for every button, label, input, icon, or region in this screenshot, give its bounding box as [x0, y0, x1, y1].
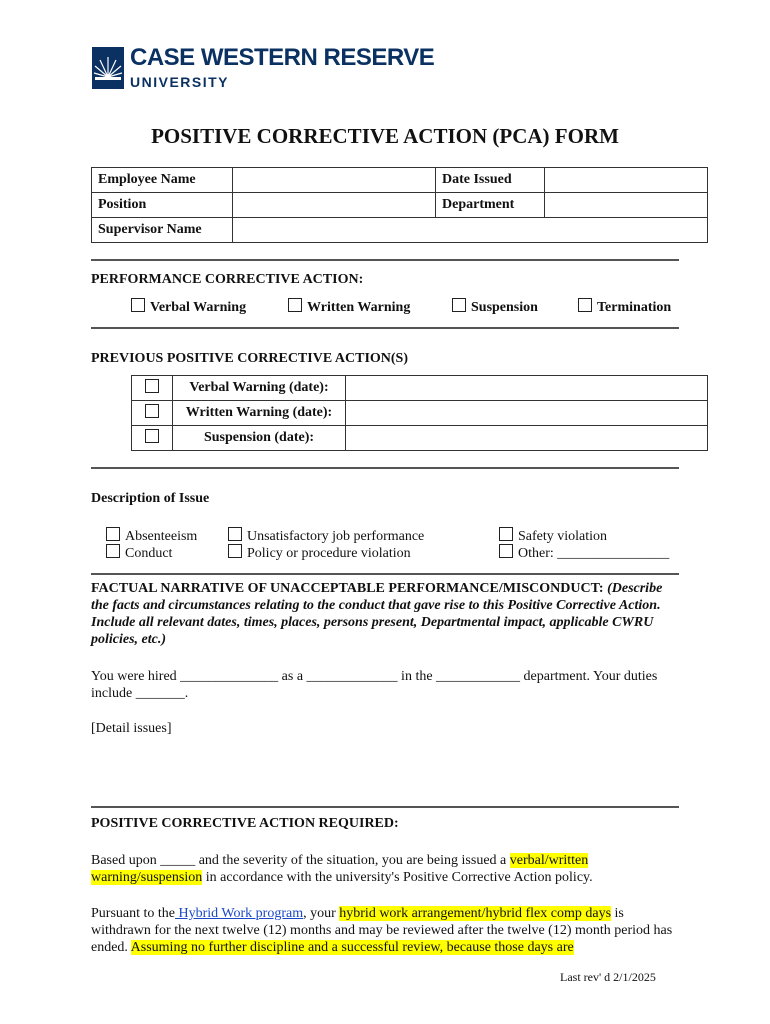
revision-date: Last rev' d 2/1/2025 — [560, 970, 656, 984]
option-suspension[interactable]: Suspension — [452, 298, 538, 316]
employee-info-table — [91, 167, 708, 243]
section-divider — [91, 806, 679, 808]
position-label: Position — [92, 193, 233, 218]
narrative-instructions: (Describe the facts and circumstances relating to the conduct that gave rise to this Positive Corrective Action. Include all relevant dates, times, places, persons present, Departmental impact, applicable CWRU policies, etc.) — [91, 581, 663, 647]
employee-name-label: Employee Name — [92, 168, 233, 193]
section-divider — [91, 467, 679, 469]
previous-suspension-date-field[interactable] — [346, 426, 708, 451]
previous-written-date-field[interactable] — [346, 401, 708, 426]
p2-text-mid: , your — [303, 906, 340, 921]
checkbox[interactable] — [578, 298, 592, 312]
p1-text: Based upon _____ and the severity of the situation, you are being issued a — [91, 853, 510, 868]
supervisor-name-label: Supervisor Name — [92, 218, 233, 243]
p2-text-cont: is withdrawn for the next twelve (12) months and may be reviewed after the twelve (12) month period has ended. — [91, 906, 673, 955]
logo-name: CASE WESTERN RESERVE — [130, 44, 435, 71]
checkbox[interactable] — [106, 544, 120, 558]
checkbox[interactable] — [499, 527, 513, 541]
date-issued-label: Date Issued — [436, 168, 545, 193]
option-written-warning[interactable]: Written Warning — [288, 298, 410, 316]
option-conduct[interactable]: Conduct — [106, 544, 172, 562]
department-field[interactable] — [545, 193, 708, 218]
checkbox-cell[interactable] — [132, 401, 173, 426]
department-label: Department — [436, 193, 545, 218]
checkbox[interactable] — [131, 298, 145, 312]
previous-verbal-label: Verbal Warning (date): — [173, 376, 346, 401]
highlight-warning-type: verbal/written warning/suspension — [91, 853, 589, 885]
position-field[interactable] — [233, 193, 436, 218]
narrative-heading: FACTUAL NARRATIVE OF UNACCEPTABLE PERFORMANCE/MISCONDUCT: — [91, 581, 604, 596]
option-unsatisfactory-performance[interactable]: Unsatisfactory job performance — [228, 527, 424, 545]
previous-verbal-date-field[interactable] — [346, 376, 708, 401]
highlight-hybrid-arrangement: hybrid work arrangement/hybrid flex comp days — [339, 906, 612, 921]
section-divider — [91, 573, 679, 575]
checkbox[interactable] — [499, 544, 513, 558]
university-logo-mark — [92, 47, 124, 89]
checkbox-cell[interactable] — [132, 376, 173, 401]
performance-action-heading: PERFORMANCE CORRECTIVE ACTION: — [91, 272, 364, 287]
required-paragraph-1[interactable] — [91, 852, 681, 886]
p2-text: Pursuant to the — [91, 906, 175, 921]
description-heading: Description of Issue — [91, 491, 210, 506]
checkbox[interactable] — [106, 527, 120, 541]
checkbox-cell[interactable] — [132, 426, 173, 451]
required-action-heading: POSITIVE CORRECTIVE ACTION REQUIRED: — [91, 816, 399, 831]
checkbox[interactable] — [228, 544, 242, 558]
previous-action-heading: PREVIOUS POSITIVE CORRECTIVE ACTION(S) — [91, 351, 409, 366]
checkbox[interactable] — [145, 379, 159, 393]
previous-suspension-label: Suspension (date): — [173, 426, 346, 451]
option-absenteeism[interactable]: Absenteeism — [106, 527, 197, 545]
narrative-body[interactable]: You were hired ______________ as a _____________ in the ____________ department. Your duties include _______. — [91, 669, 658, 701]
supervisor-name-field[interactable] — [233, 218, 708, 243]
checkbox[interactable] — [145, 429, 159, 443]
option-policy-violation[interactable]: Policy or procedure violation — [228, 544, 411, 562]
checkbox[interactable] — [452, 298, 466, 312]
employee-name-field[interactable] — [233, 168, 436, 193]
option-safety-violation[interactable]: Safety violation — [499, 527, 607, 545]
sunburst-icon — [92, 47, 124, 89]
section-divider — [91, 327, 679, 329]
p1-text-end: in accordance with the university's Positive Corrective Action policy. — [202, 870, 593, 885]
page-title: POSITIVE CORRECTIVE ACTION (PCA) FORM — [151, 124, 619, 148]
option-verbal-warning[interactable]: Verbal Warning — [131, 298, 246, 316]
date-issued-field[interactable] — [545, 168, 708, 193]
narrative-section — [91, 580, 681, 648]
checkbox[interactable] — [228, 527, 242, 541]
highlight-assumption: Assuming no further discipline and a successful review, because those days are — [130, 940, 574, 955]
logo-subtitle: UNIVERSITY — [130, 74, 230, 90]
previous-written-label: Written Warning (date): — [173, 401, 346, 426]
checkbox[interactable] — [145, 404, 159, 418]
required-paragraph-2[interactable] — [91, 905, 681, 956]
option-termination[interactable]: Termination — [578, 298, 671, 316]
previous-action-table — [131, 375, 708, 451]
detail-issues-placeholder[interactable]: [Detail issues] — [91, 721, 172, 736]
option-other[interactable]: Other: ________________ — [499, 544, 669, 562]
section-divider — [91, 259, 679, 261]
checkbox[interactable] — [288, 298, 302, 312]
hybrid-work-link[interactable]: Hybrid Work program — [175, 906, 304, 921]
